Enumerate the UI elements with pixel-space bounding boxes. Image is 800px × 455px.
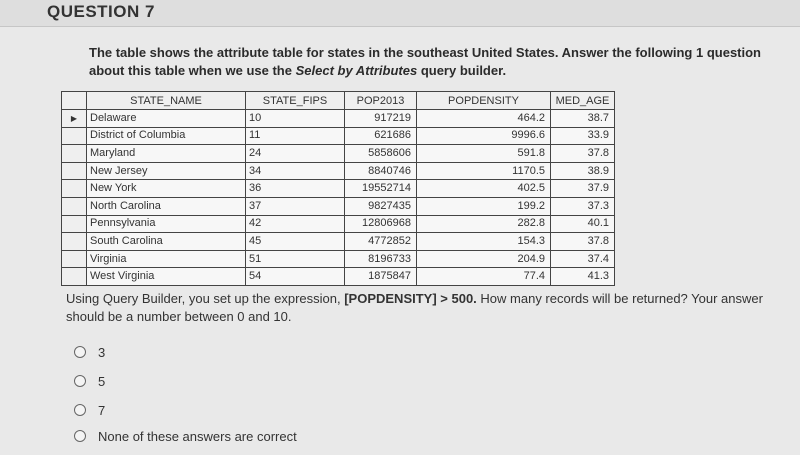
cell-pop2013: 1875847 (345, 268, 417, 286)
prompt-text-end: query builder. (417, 63, 507, 78)
answer-option-7[interactable] (74, 401, 105, 419)
answer-label: 7 (98, 402, 106, 418)
cell-popdensity: 282.8 (417, 215, 551, 233)
cell-state-name: Delaware (87, 110, 246, 128)
answer-option-3[interactable] (74, 343, 105, 361)
answer-option-5[interactable] (74, 372, 105, 390)
cell-med-age: 37.8 (551, 145, 615, 163)
row-selector-arrow-icon[interactable]: ▶ (62, 110, 87, 128)
radio-button-icon[interactable] (74, 430, 86, 442)
column-header-med-age[interactable]: MED_AGE (551, 92, 615, 110)
cell-med-age: 41.3 (551, 268, 615, 286)
cell-popdensity: 9996.6 (417, 127, 551, 145)
cell-popdensity: 77.4 (417, 268, 551, 286)
row-selector[interactable] (62, 250, 87, 268)
cell-med-age: 37.9 (551, 180, 615, 198)
cell-med-age: 33.9 (551, 127, 615, 145)
table-row[interactable] (62, 180, 615, 198)
row-selector-header (62, 92, 87, 110)
row-selector[interactable] (62, 197, 87, 215)
row-selector[interactable] (62, 215, 87, 233)
cell-med-age: 37.4 (551, 250, 615, 268)
cell-pop2013: 917219 (345, 110, 417, 128)
answer-option-none[interactable] (74, 427, 297, 445)
cell-popdensity: 402.5 (417, 180, 551, 198)
cell-state-fips: 34 (246, 162, 345, 180)
answer-label: 5 (98, 373, 106, 389)
cell-med-age: 37.3 (551, 197, 615, 215)
cell-state-fips: 42 (246, 215, 345, 233)
row-selector[interactable] (62, 233, 87, 251)
cell-state-fips: 54 (246, 268, 345, 286)
cell-popdensity: 591.8 (417, 145, 551, 163)
question-prompt (89, 44, 779, 80)
prompt-text: The table shows the attribute table for states in the southeast United States. Answer the following 1 question about this table when we use the (89, 45, 761, 78)
row-selector[interactable] (62, 180, 87, 198)
cell-state-fips: 51 (246, 250, 345, 268)
question-text-start: Using Query Builder, you set up the expression, (66, 291, 345, 306)
radio-button-icon[interactable] (74, 404, 86, 416)
row-selector[interactable] (62, 268, 87, 286)
cell-state-name: South Carolina (87, 233, 246, 251)
table-row[interactable] (62, 268, 615, 286)
cell-med-age: 38.7 (551, 110, 615, 128)
table-row[interactable] (62, 215, 615, 233)
cell-state-fips: 24 (246, 145, 345, 163)
column-header-pop2013[interactable]: POP2013 (345, 92, 417, 110)
cell-popdensity: 464.2 (417, 110, 551, 128)
cell-pop2013: 8196733 (345, 250, 417, 268)
cell-pop2013: 621686 (345, 127, 417, 145)
cell-popdensity: 199.2 (417, 197, 551, 215)
cell-pop2013: 9827435 (345, 197, 417, 215)
table-row[interactable] (62, 197, 615, 215)
radio-button-icon[interactable] (74, 375, 86, 387)
cell-state-fips: 45 (246, 233, 345, 251)
column-header-state-name[interactable]: STATE_NAME (87, 92, 246, 110)
cell-state-name: Maryland (87, 145, 246, 163)
cell-state-name: New Jersey (87, 162, 246, 180)
question-text-end: How many records will be returned? Your answer should be a number between 0 and 10. (66, 291, 763, 324)
column-header-state-fips[interactable]: STATE_FIPS (246, 92, 345, 110)
cell-med-age: 37.8 (551, 233, 615, 251)
cell-state-name: Virginia (87, 250, 246, 268)
table-row[interactable] (62, 127, 615, 145)
cell-state-name: Pennsylvania (87, 215, 246, 233)
cell-state-name: West Virginia (87, 268, 246, 286)
cell-state-fips: 10 (246, 110, 345, 128)
row-selector[interactable] (62, 162, 87, 180)
table-header-row (62, 92, 615, 110)
cell-pop2013: 19552714 (345, 180, 417, 198)
table-row[interactable] (62, 110, 615, 128)
cell-pop2013: 12806968 (345, 215, 417, 233)
cell-state-fips: 37 (246, 197, 345, 215)
cell-state-fips: 11 (246, 127, 345, 145)
cell-pop2013: 4772852 (345, 233, 417, 251)
question-text (66, 290, 786, 326)
cell-med-age: 38.9 (551, 162, 615, 180)
cell-pop2013: 5858606 (345, 145, 417, 163)
table-row[interactable] (62, 233, 615, 251)
cell-state-name: New York (87, 180, 246, 198)
table-row[interactable] (62, 145, 615, 163)
prompt-italic: Select by Attributes (295, 63, 418, 78)
cell-state-fips: 36 (246, 180, 345, 198)
question-title: QUESTION 7 (0, 0, 800, 27)
attribute-table (61, 91, 615, 286)
cell-popdensity: 154.3 (417, 233, 551, 251)
query-expression: [POPDENSITY] > 500. (344, 291, 477, 306)
row-selector[interactable] (62, 127, 87, 145)
row-selector[interactable] (62, 145, 87, 163)
cell-med-age: 40.1 (551, 215, 615, 233)
cell-state-name: North Carolina (87, 197, 246, 215)
answer-label: None of these answers are correct (98, 428, 297, 444)
table-row[interactable] (62, 250, 615, 268)
table-row[interactable] (62, 162, 615, 180)
radio-button-icon[interactable] (74, 346, 86, 358)
cell-pop2013: 8840746 (345, 162, 417, 180)
column-header-popdensity[interactable]: POPDENSITY (417, 92, 551, 110)
cell-state-name: District of Columbia (87, 127, 246, 145)
answer-label: 3 (98, 344, 106, 360)
cell-popdensity: 1170.5 (417, 162, 551, 180)
cell-popdensity: 204.9 (417, 250, 551, 268)
